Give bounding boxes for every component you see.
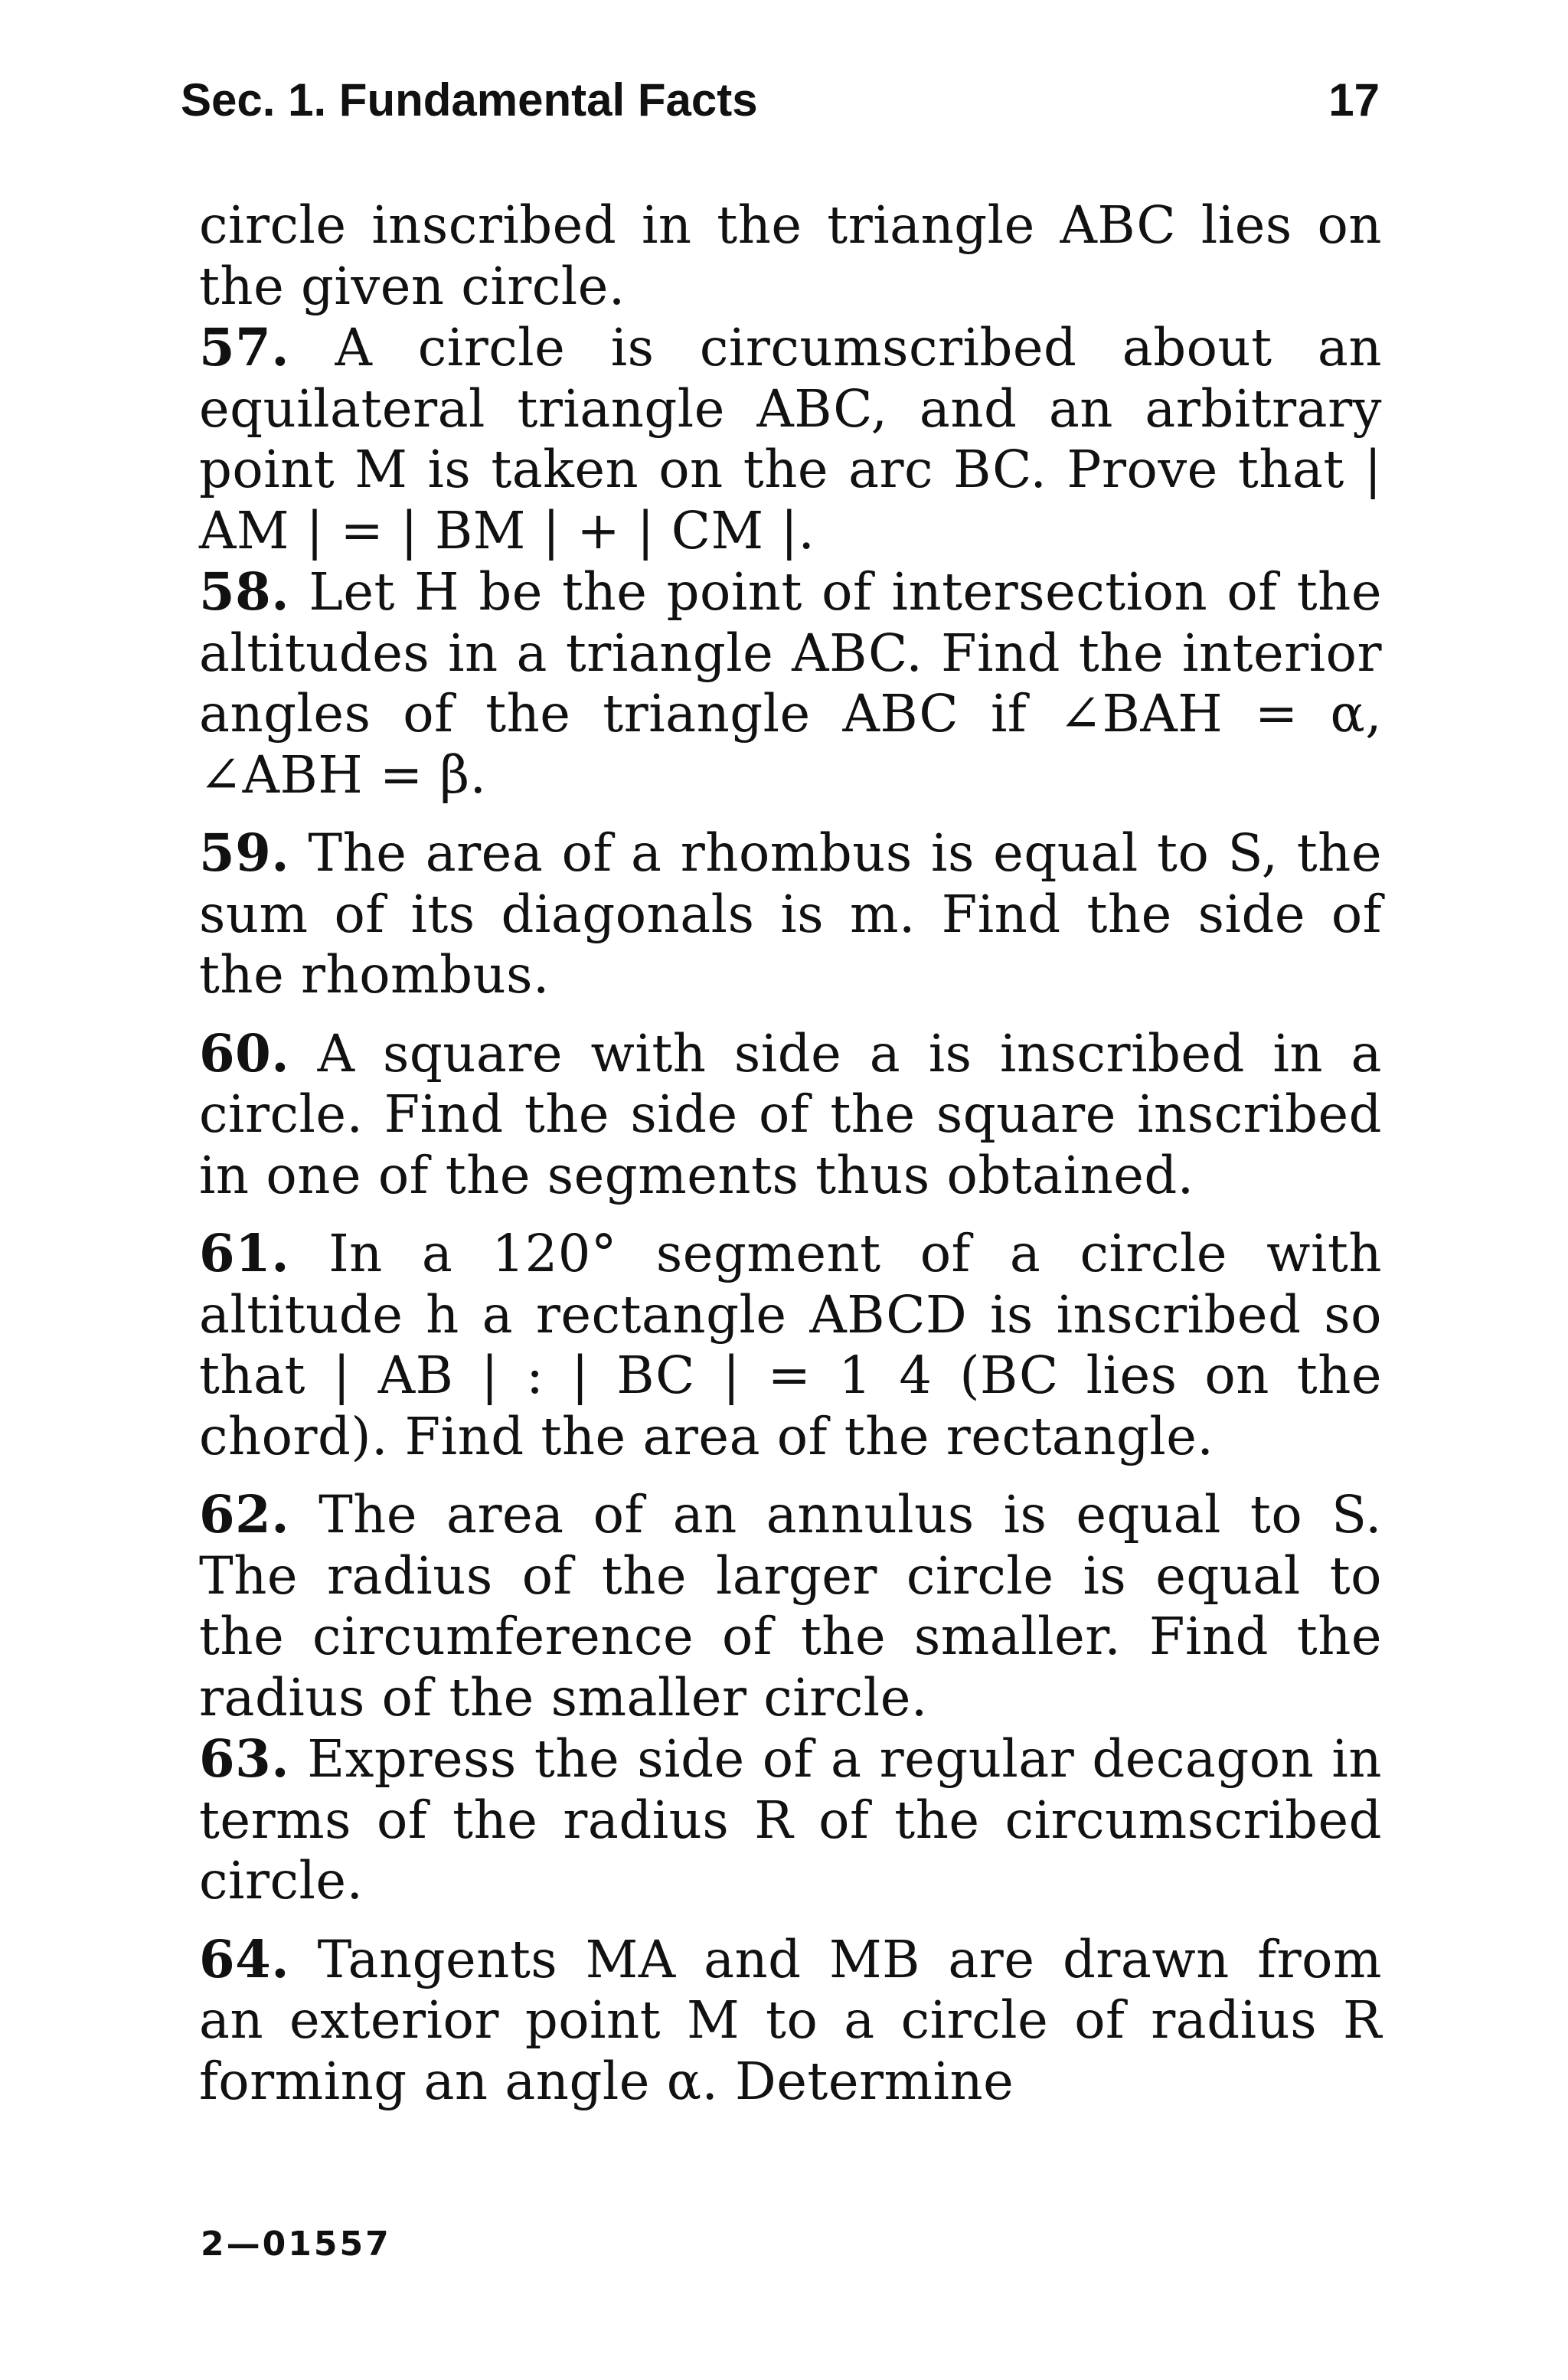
problem-number: 58. (199, 561, 290, 622)
problem-61 (199, 1223, 1382, 1467)
problem-number: 64. (199, 1928, 290, 1989)
problem-62 (199, 1484, 1382, 1728)
problem-58 (199, 561, 1382, 806)
page-number: 17 (1328, 74, 1380, 126)
signature-mark: 2—01557 (201, 2225, 391, 2264)
problem-number: 61. (199, 1223, 290, 1283)
problem-63 (199, 1728, 1382, 1912)
problem-number: 57. (199, 317, 290, 378)
problem-text: Tangents MA and MB are drawn from an exterior point M to a circle of radius R forming an angle α. Determine (199, 1929, 1382, 2111)
problem-text: In a 120° segment of a circle with altitude h a rectangle ABCD is inscribed so that | AB | : | BC | = 1 4 (BC lies on the chord). Find the area of the rectangle. (199, 1224, 1382, 1466)
running-header (181, 74, 1380, 135)
problem-continuation (199, 195, 1382, 317)
problem-text: A square with side a is inscribed in a circle. Find the side of the square inscribed in one of the segments thus obtained. (199, 1023, 1382, 1205)
problem-text: Express the side of a regular decagon in terms of the radius R of the circumscribed circle. (199, 1729, 1382, 1911)
problem-number: 63. (199, 1728, 290, 1789)
problem-64 (199, 1929, 1382, 2113)
problem-text: The area of an annulus is equal to S. The radius of the larger circle is equal to the circumference of the smaller. Find the radius of the smaller circle. (199, 1485, 1382, 1728)
problem-57 (199, 317, 1382, 561)
section-title: Sec. 1. Fundamental Facts (181, 74, 758, 126)
problem-text: A circle is circumscribed about an equilateral triangle ABC, and an arbitrary point M is taken on the arc BC. Prove that | AM | = | BM | + | CM |. (199, 318, 1382, 561)
problem-list (199, 195, 1382, 2112)
problem-number: 62. (199, 1484, 290, 1545)
problem-number: 59. (199, 822, 290, 883)
problem-text: circle inscribed in the triangle ABC lies on the given circle. (199, 195, 1382, 316)
problem-60 (199, 1023, 1382, 1207)
problem-text: The area of a rhombus is equal to S, the sum of its diagonals is m. Find the side of the rhombus. (199, 823, 1382, 1005)
problem-59 (199, 822, 1382, 1006)
problem-text: Let H be the point of intersection of the altitudes in a triangle ABC. Find the interior angles of the triangle ABC if ∠BAH = α, ∠ABH = β. (199, 562, 1382, 805)
problem-number: 60. (199, 1022, 290, 1084)
